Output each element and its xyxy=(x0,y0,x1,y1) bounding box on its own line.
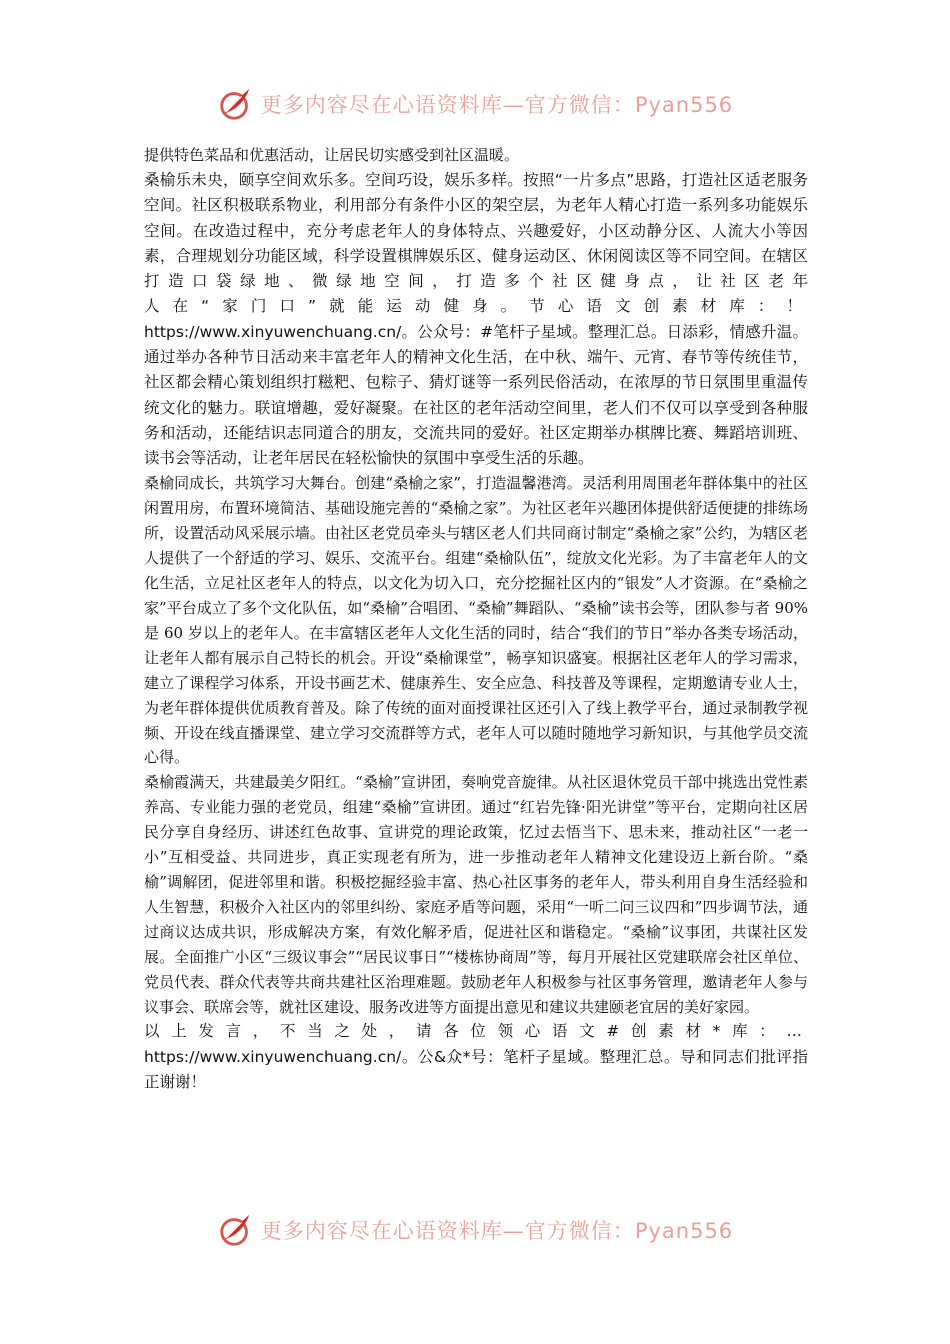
footer-banner-text xyxy=(261,1215,733,1245)
paragraph-3: 桑榆同成长，共筑学习大舞台。创建“桑榆之家”，打造温馨港湾。灵活利用周围老年群体集中的社区闲置用房，布置环境简洁、基础设施完善的“桑榆之家”。为社区老年兴趣团体提供舒适便捷的排练场所，设置活动风采展示墙。由社区老党员牵头与辖区老人们共同商讨制定“桑榆之家”公约，为辖区老人提供了一个舒适的学习、娱乐、交流平台。组建“桑榆队伍”，绽放文化光彩。为了丰富老年人的文化生活，立足社区老年人的特点，以文化为切入口，充分挖掘社区内的“银发”人才资源。在“桑榆之家”平台成立了多个文化队伍，如“桑榆”合唱团、“桑榆”舞蹈队、“桑榆”读书会等，团队参与者 90%是 60 岁以上的老年人。在丰富辖区老年人文化生活的同时，结合“我们的节日”举办各类专场活动，让老年人都有展示自己特长的机会。开设“桑榆课堂”，畅享知识盛宴。根据社区老年人的学习需求，建立了课程学习体系，开设书画艺术、健康养生、安全应急、科技普及等课程，定期邀请专业人士，为老年群体提供优质教育普及。除了传统的面对面授课社区还引入了线上教学平台，通过录制教学视频、开设在线直播课堂、建立学习交流群等方式，老年人可以随时随地学习新知识，与其他学员交流心得。 xyxy=(144,474,808,767)
paragraph-2-url: https:// xyxy=(144,322,200,341)
footer-wechat-id: Pyan556 xyxy=(634,1219,734,1243)
paragraph-5-url: https:// xyxy=(144,1047,200,1066)
header-banner-label: 更多内容尽在心语资料库—官方微信： xyxy=(260,93,635,117)
paragraph-5-tail: www.xinyuwenchuang.cn/。公&众*号：笔杆子星域。整理汇总。导和同志们批评指正谢谢！ xyxy=(144,1047,808,1091)
header-banner-text xyxy=(261,89,733,119)
paragraph-1: 提供特色菜品和优惠活动，让居民切实感受到社区温暖。 xyxy=(144,146,520,164)
paragraph-2-tail: www.xinyuwenchuang.cn/。公众号：#笔杆子星域。整理汇总。日添彩，情感升温。通过举办各种节日活动来丰富老年人的精神文化生活，在中秋、端午、元宵、春节等传统佳节，社区都会精心策划组织打糍粑、包粽子、猜灯谜等一系列民俗活动，在浓厚的节日氛围里重温传统文化的魅力。联谊增趣，爱好凝聚。在社区的老年活动空间里，老人们不仅可以享受到各种服务和活动，还能结识志同道合的朋友，交流共同的爱好。社区定期举办棋牌比赛、舞蹈培训班、读书会等活动，让老年居民在轻松愉快的氛围中享受生活的乐趣。 xyxy=(144,322,808,468)
header-banner xyxy=(0,82,950,126)
header-wechat-id: Pyan556 xyxy=(634,93,734,117)
document-body xyxy=(144,143,808,1095)
paragraph-4: 桑榆霞满天，共建最美夕阳红。“桑榆”宣讲团，奏响党音旋律。从社区退休党员干部中挑选出党性素养高、专业能力强的老党员，组建“桑榆”宣讲团。通过“红岩先锋·阳光讲堂”等平台，定期向社区居民分享自身经历、讲述红色故事、宣讲党的理论政策，忆过去悟当下、思未来，推动社区“一老一小”互相受益、共同进步，真正实现老有所为，进一步推动老年人精神文化建设迈上新台阶。“桑榆”调解团，促进邻里和谐。积极挖掘经验丰富、热心社区事务的老年人，带头利用自身生活经验和人生智慧，积极介入社区内的邻里纠纷、家庭矛盾等问题，采用“一听二问三议四和”四步调节法，通过商议达成共识，形成解决方案，有效化解矛盾，促进社区和谐稳定。“桑榆”议事团，共谋社区发展。全面推广小区“三级议事会”“居民议事日”“楼栋协商周”等，每月开展社区党建联席会社区单位、党员代表、群众代表等共商共建社区治理难题。鼓励老年人积极参与社区事务管理，邀请老年人参与议事会、联席会等，就社区建设、服务改进等方面提出意见和建议共建颐老宜居的美好家园。 xyxy=(144,773,808,1016)
footer-banner xyxy=(0,1208,950,1252)
quill-logo-icon xyxy=(217,85,255,123)
quill-logo-icon xyxy=(217,1211,255,1249)
paragraph-2-spread: 人在“家门口”就能运动健身。节心语文创素材库：！ xyxy=(144,297,808,316)
paragraph-2-text: 桑榆乐未央，颐享空间欢乐多。空间巧设，娱乐多样。按照“一片多点”思路，打造社区适老服务空间。社区积极联系物业，利用部分有条件小区的架空层，为老年人精心打造一系列多功能娱乐空间。在改造过程中，充分考虑老年人的身体特点、兴趣爱好，小区动静分区、人流大小等因素，合理规划分功能区域，科学设置棋牌娱乐区、健身运动区、休闲阅读区等不同空间。在辖区打造口袋绿地、微绿地空间，打造多个社区健身点，让社区老年 xyxy=(144,170,808,291)
paragraph-5-spread: 以上发言，不当之处，请各位领心语文#创素材*库：… xyxy=(144,1022,808,1041)
paragraph-2 xyxy=(144,168,808,472)
paragraph-5 xyxy=(144,1019,808,1095)
footer-banner-label: 更多内容尽在心语资料库—官方微信： xyxy=(260,1219,635,1243)
